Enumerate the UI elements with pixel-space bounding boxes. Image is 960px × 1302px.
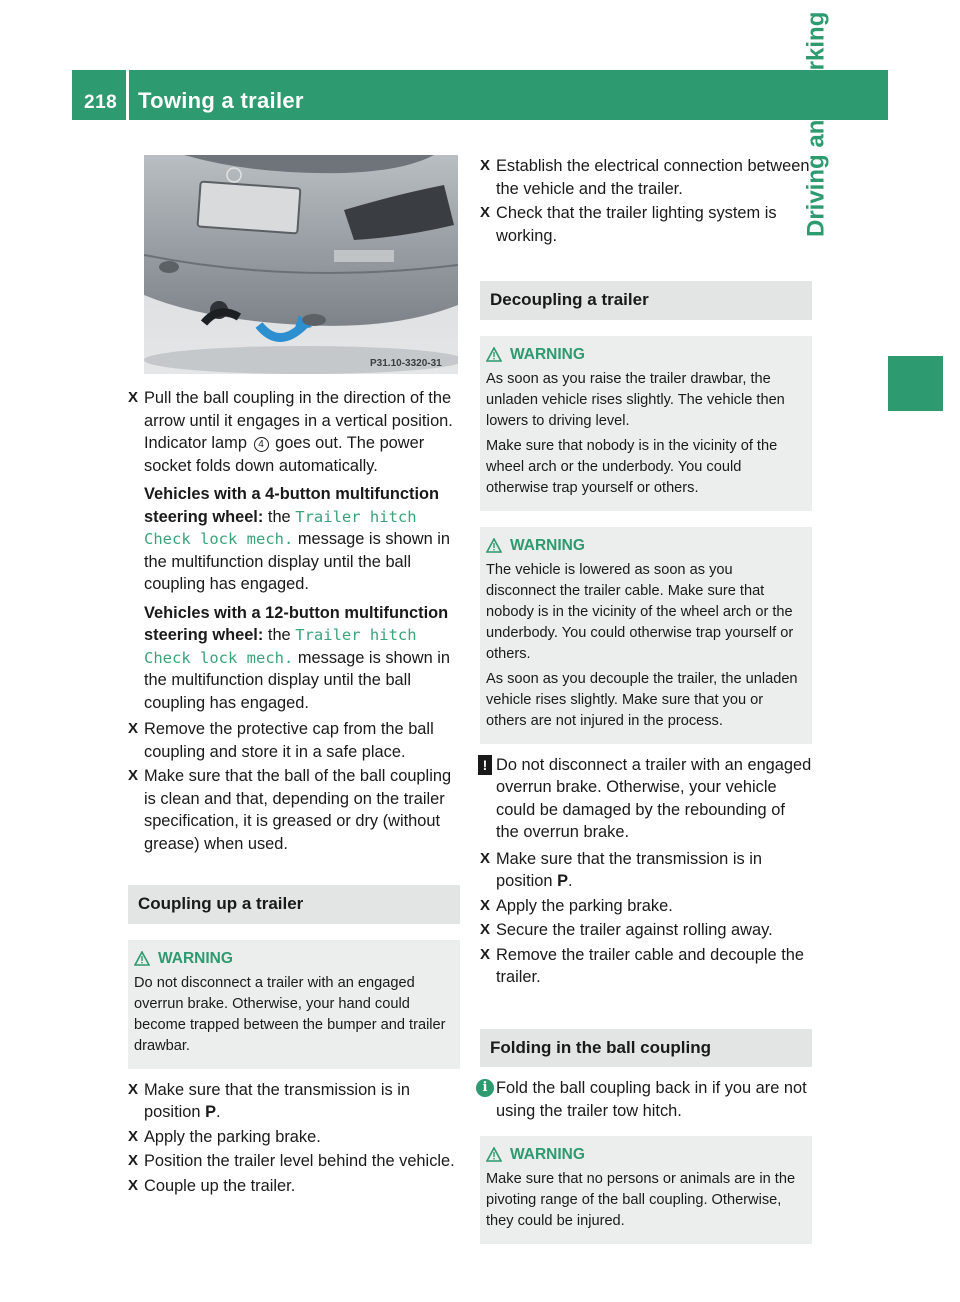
warning-triangle-icon [486, 347, 502, 362]
display-message-line1: Trailer hitch [295, 507, 417, 526]
page-number: 218 [84, 92, 118, 113]
para-rest: message is shown in the multifunction display until the ball coupling has engaged. [144, 530, 451, 593]
warning-header [486, 344, 804, 365]
exclamation-icon: ! [478, 755, 492, 775]
step-marker: X [128, 767, 139, 784]
step-text: Apply the parking brake. [496, 896, 673, 915]
step-transmission-p [480, 848, 812, 893]
step-text: Make sure that the ball of the ball coupling is clean and that, depending on the trailer specification, it is greased or dry (without grease) when used. [144, 767, 452, 853]
warning-label: WARNING [510, 1146, 585, 1163]
gear-p: P [205, 1103, 216, 1121]
step-marker: X [480, 945, 491, 963]
warning-triangle-icon [134, 951, 150, 966]
warning-text-2: Make sure that nobody is in the vicinity of the wheel arch or the underbody. You could otherwise trap yourself or others. [486, 437, 778, 496]
display-message-line1: Trailer hitch [295, 626, 417, 644]
warning-box-coupling [128, 940, 460, 1069]
step-text: Establish the electrical connection between the vehicle and the trailer. [496, 157, 810, 198]
note-overrun-brake [480, 754, 812, 844]
paragraph-12-button [128, 602, 460, 715]
warning-text: Do not disconnect a trailer with an engaged overrun brake. Otherwise, your hand could become trapped between the bumper and trailer drawbar. [134, 974, 446, 1054]
step-check-ball [128, 765, 460, 855]
warning-label: WARNING [510, 536, 585, 554]
info-text: Fold the ball coupling back in if you are not using the trailer tow hitch. [496, 1079, 807, 1120]
step-end: . [216, 1103, 221, 1121]
section-heading-coupling: Coupling up a trailer [128, 885, 460, 924]
step-text: Make sure that the transmission is in position [144, 1080, 411, 1121]
step-text: Apply the parking brake. [144, 1127, 321, 1146]
step-marker: X [480, 896, 491, 914]
step-text: Couple up the trailer. [144, 1176, 296, 1195]
step-text: Make sure that the transmission is in position [496, 849, 763, 890]
warning-label: WARNING [158, 949, 233, 967]
step-parking-brake [480, 895, 812, 918]
step-marker: X [480, 849, 491, 867]
step-remove-cap [128, 718, 460, 763]
step-check-lighting [480, 202, 812, 247]
step-marker: X [128, 389, 139, 406]
warning-box-folding [480, 1136, 812, 1244]
para-rest: message is shown in the multifunction display until the ball coupling has engaged. [144, 648, 451, 712]
para-the: the [267, 507, 291, 526]
warning-text-1: As soon as you raise the trailer drawbar, the unladen vehicle rises slightly. The vehicle then lowers to driving level. [486, 370, 785, 429]
warning-triangle-icon [486, 538, 502, 553]
step-text: Check that the trailer lighting system is working. [496, 204, 777, 245]
info-fold-ball-coupling [480, 1077, 812, 1122]
step-end: . [568, 872, 573, 890]
step-transmission-p [128, 1079, 460, 1124]
display-message-line2: Check lock mech. [144, 530, 294, 548]
trailer-hitch-photo [144, 155, 458, 374]
para-bold-lead: Vehicles with a 4-button multifunction steering wheel: [144, 485, 440, 526]
left-column [128, 387, 460, 1199]
step-marker: X [128, 1127, 139, 1145]
display-message-line2: Check lock mech. [144, 648, 294, 667]
warning-text-1: The vehicle is lowered as soon as you disconnect the trailer cable. Make sure that nobody is in the vicinity of the wheel arch or the underbody. You could otherwise trap yourself or others. [486, 561, 794, 662]
photo-caption: P31.10-3320-31 [370, 358, 442, 369]
step-electrical-connection [480, 155, 812, 200]
step-pull-ball-coupling [128, 387, 460, 477]
section-heading-decoupling: Decoupling a trailer [480, 281, 812, 320]
side-tab-marker [888, 356, 943, 411]
info-icon: i [476, 1079, 494, 1097]
warning-text-2: As soon as you decouple the trailer, the unladen vehicle rises slightly. Make sure that you or others are not injured in the process. [486, 670, 798, 729]
step-text: Secure the trailer against rolling away. [496, 921, 773, 939]
step-parking-brake [128, 1126, 460, 1149]
step-secure-trailer [480, 919, 812, 942]
step-position-trailer [128, 1150, 460, 1173]
warning-text: Make sure that no persons or animals are in the pivoting range of the ball coupling. Otherwise, they could be injured. [486, 1171, 796, 1229]
warning-box-decoupling-1 [480, 336, 812, 511]
step-marker: X [480, 157, 491, 174]
warning-label: WARNING [510, 345, 585, 363]
indicator-lamp-number: 4 [254, 437, 269, 452]
step-text: Pull the ball coupling in the direction of the arrow until it engages in a vertical position. Indicator lamp [144, 389, 453, 452]
side-tab-label: Driving and parking [802, 11, 830, 237]
step-couple-up [128, 1175, 460, 1198]
warning-header [486, 1144, 804, 1165]
step-text: Position the trailer level behind the vehicle. [144, 1152, 455, 1170]
para-the: the [267, 626, 291, 644]
step-marker: X [480, 204, 491, 221]
warning-triangle-icon [486, 1147, 502, 1162]
page-title: Towing a trailer [138, 88, 304, 113]
warning-header [134, 948, 452, 969]
step-text: Remove the protective cap from the ball coupling and store it in a safe place. [144, 720, 434, 761]
section-heading-folding: Folding in the ball coupling [480, 1029, 812, 1068]
warning-box-decoupling-2 [480, 527, 812, 744]
warning-header [486, 535, 804, 556]
gear-p: P [557, 872, 568, 890]
paragraph-4-button [128, 483, 460, 596]
step-marker: X [128, 1152, 139, 1169]
para-bold-lead: Vehicles with a 12-button multifunction steering wheel: [144, 603, 449, 644]
step-remove-cable [480, 944, 812, 989]
step-text: Remove the trailer cable and decouple the trailer. [496, 945, 804, 986]
step-marker: X [128, 720, 139, 737]
note-text: Do not disconnect a trailer with an engaged overrun brake. Otherwise, your vehicle could be damaged by the rebounding of the overrun brake. [496, 755, 812, 841]
step-marker: X [128, 1176, 139, 1194]
step-marker: X [480, 921, 491, 938]
right-column [480, 155, 812, 1244]
header-divider [126, 70, 129, 120]
step-text-cont: goes out. The power socket folds down automatically. [144, 434, 425, 475]
step-marker: X [128, 1080, 139, 1098]
